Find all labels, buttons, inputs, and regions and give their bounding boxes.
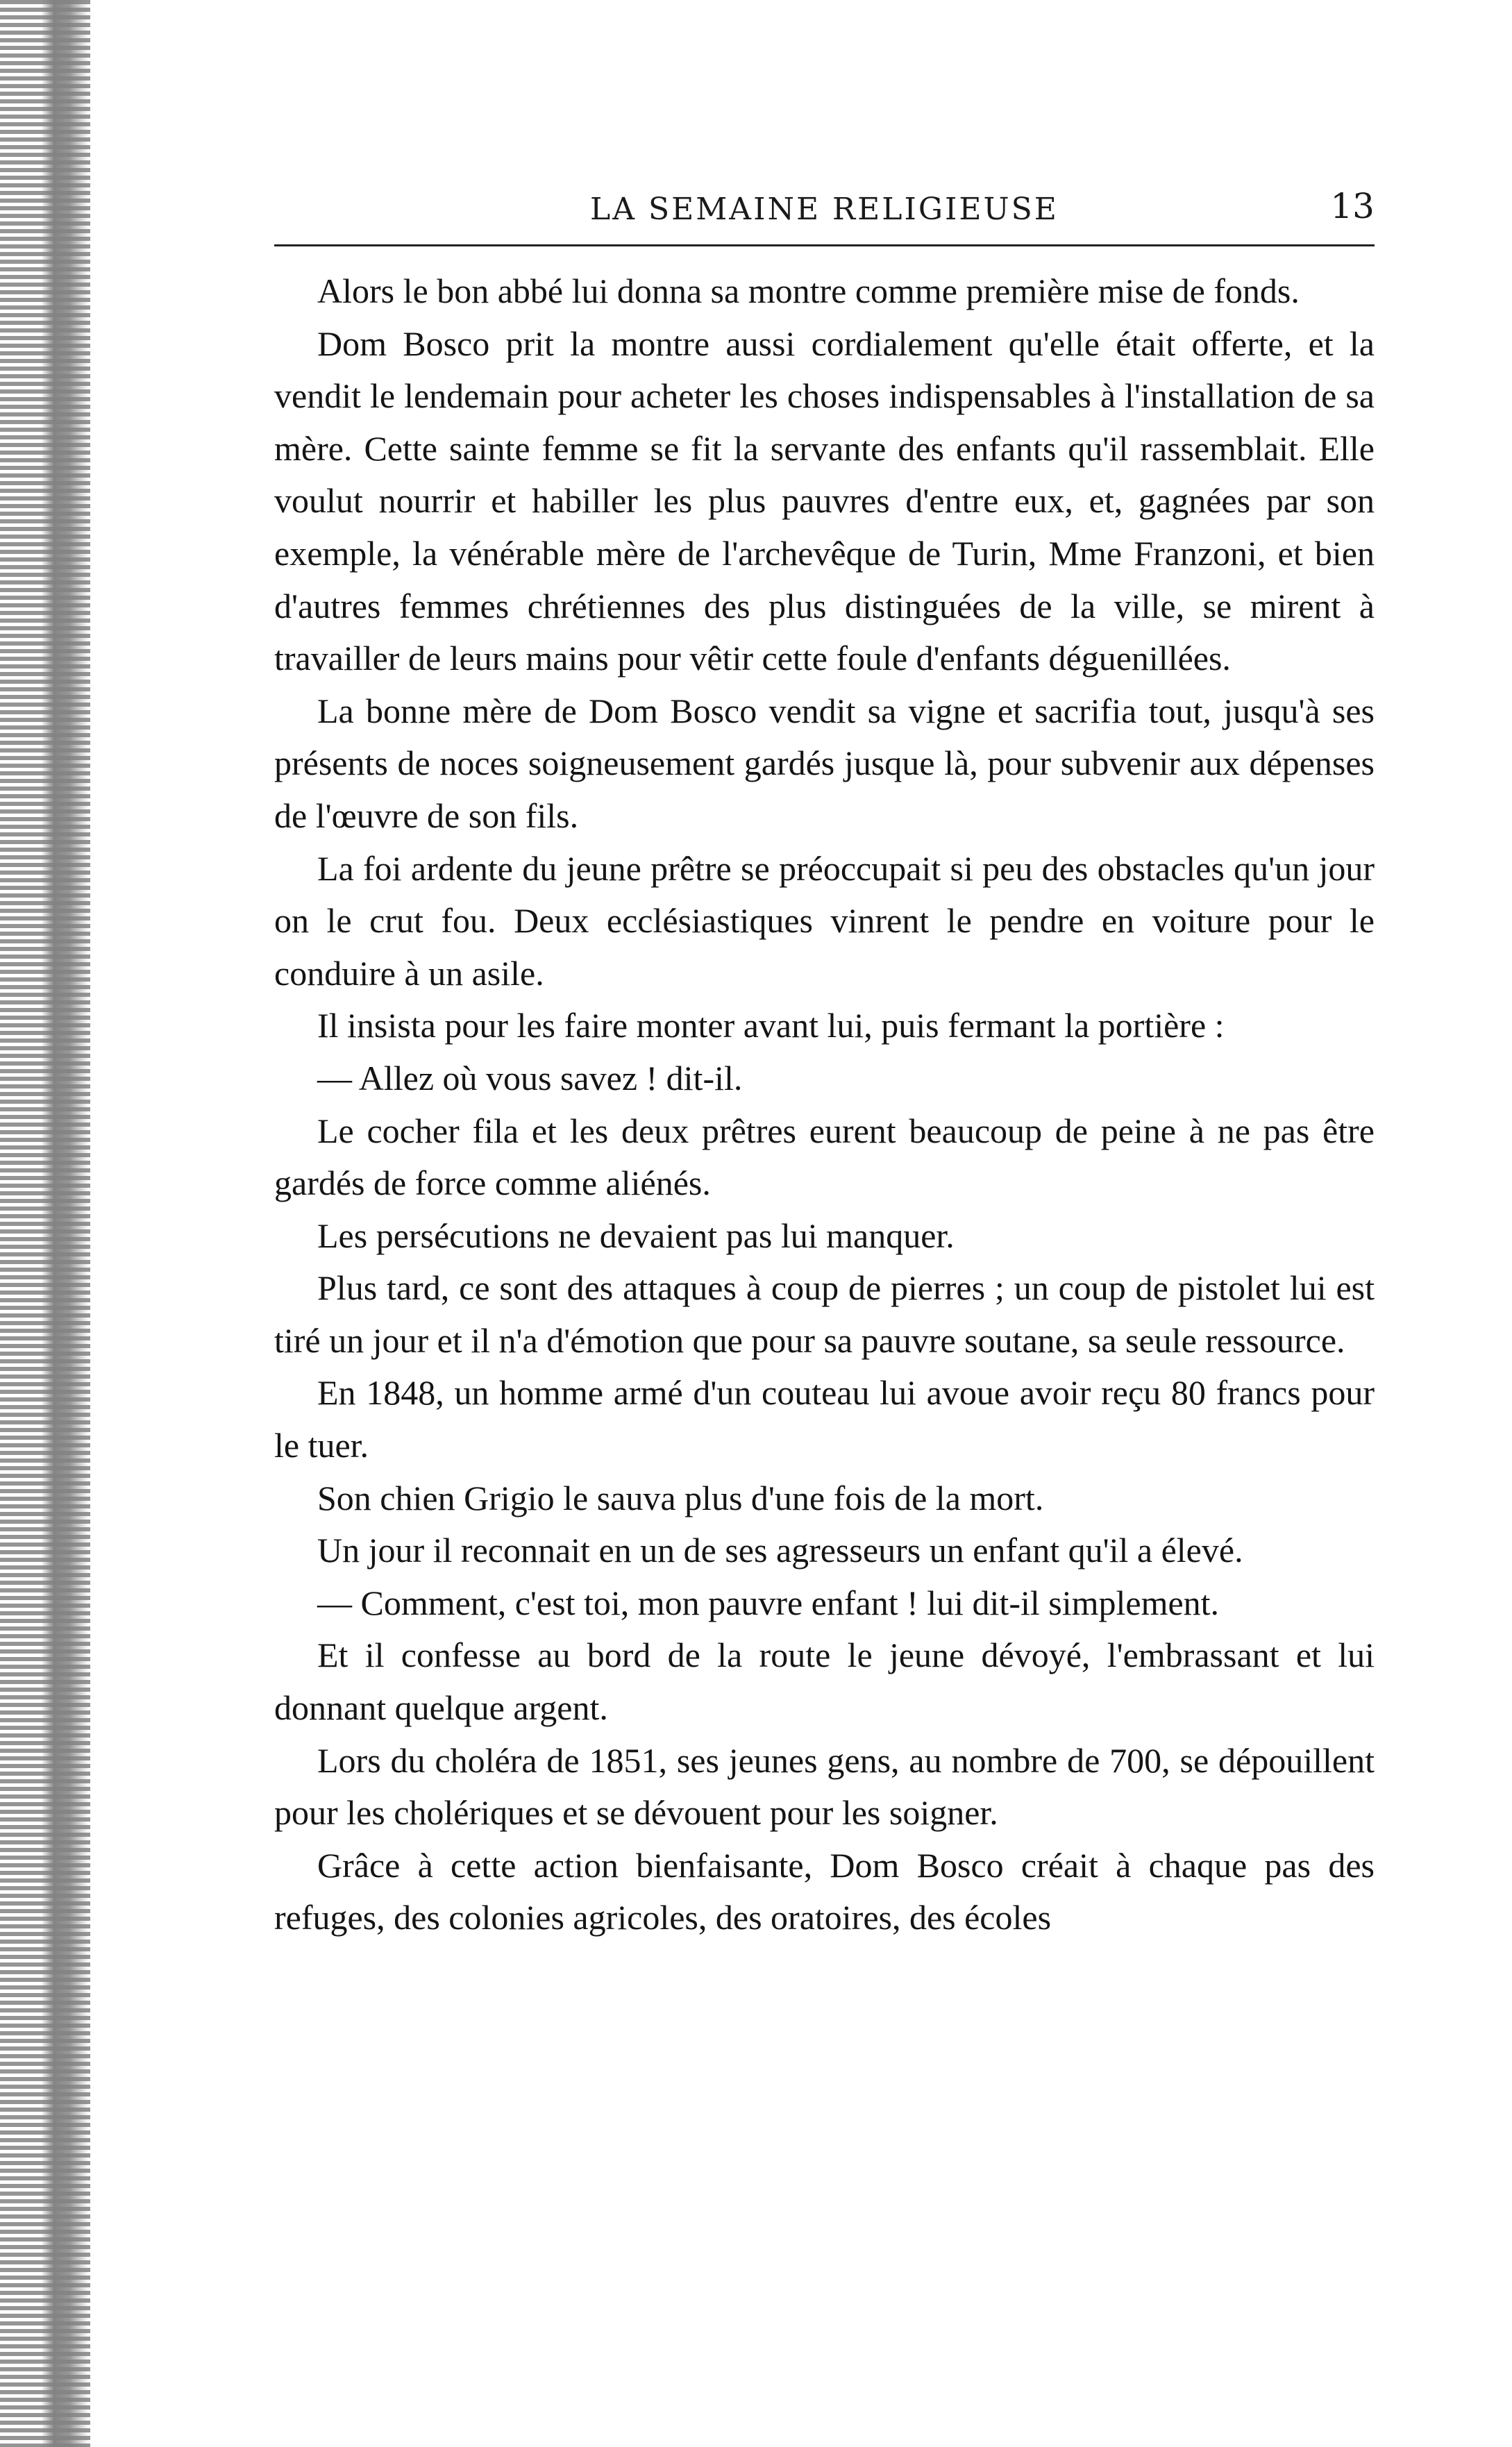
paragraph: Son chien Grigio le sauva plus d'une fois de la mort.: [317, 1478, 1044, 1517]
page-number: 13: [1330, 186, 1375, 226]
page-header: [264, 179, 1375, 235]
page-binding-edge: [0, 0, 90, 2447]
paragraph: Grâce à cette action bienfaisante, Dom Bosco créait à chaque pas des refuges, des colonies agricoles, des oratoires, des écoles: [274, 1845, 1375, 1937]
paragraph: Il insista pour les faire monter avant lui, puis fermant la portière :: [317, 1006, 1225, 1045]
paragraph: La bonne mère de Dom Bosco vendit sa vigne et sacrifia tout, jusqu'à ses présents de noces soigneusement gardés jusque là, pour subvenir aux dépenses de l'œuvre de son fils.: [274, 691, 1375, 835]
paragraph: Alors le bon abbé lui donna sa montre comme première mise de fonds.: [317, 271, 1300, 310]
paragraph: — Allez où vous savez ! dit-il.: [317, 1058, 743, 1098]
paragraph: — Comment, c'est toi, mon pauvre enfant ! lui dit-il simplement.: [317, 1583, 1220, 1622]
running-title: LA SEMAINE RELIGIEUSE: [590, 192, 1059, 227]
paragraph: En 1848, un homme armé d'un couteau lui avoue avoir reçu 80 francs pour le tuer.: [274, 1373, 1375, 1465]
header-rule: [274, 244, 1375, 246]
paragraph: Et il confesse au bord de la route le jeune dévoyé, l'embrassant et lui donnant quelque argent.: [274, 1635, 1375, 1728]
paragraph: Plus tard, ce sont des attaques à coup de pierres ; un coup de pistolet lui est tiré un jour et il n'a d'émotion que pour sa pauvre soutane, sa seule ressource.: [274, 1268, 1375, 1360]
paragraph: Dom Bosco prit la montre aussi cordialement qu'elle était offerte, et la vendit le lendemain pour acheter les choses indispensables à l'installation de sa mère. Cette sainte femme se fit la servante des enfants qu'il rassemblait. Elle voulut nourrir et habiller les plus pauvres d'entre eux, et, gagnées par son exemple, la vénérable mère de l'archevêque de Turin, Mme Franzoni, et bien d'autres femmes chrétiennes des plus distinguées de la ville, se mirent à travailler de leurs mains pour vêtir cette foule d'enfants déguenillées.: [274, 323, 1375, 678]
paragraph: Le cocher fila et les deux prêtres eurent beaucoup de peine à ne pas être gardés de force comme aliénés.: [274, 1111, 1375, 1203]
paragraph: Lors du choléra de 1851, ses jeunes gens, au nombre de 700, se dépouillent pour les cholériques et se dévouent pour les soigner.: [274, 1740, 1375, 1833]
paragraph: Les persécutions ne devaient pas lui manquer.: [317, 1216, 955, 1255]
body-text: [274, 265, 1375, 1944]
paragraph: Un jour il reconnait en un de ses agresseurs un enfant qu'il a élevé.: [317, 1531, 1243, 1570]
paragraph: La foi ardente du jeune prêtre se préoccupait si peu des obstacles qu'un jour on le crut fou. Deux ecclésiastiques vinrent le pendre en voiture pour le conduire à un asile.: [274, 848, 1375, 993]
